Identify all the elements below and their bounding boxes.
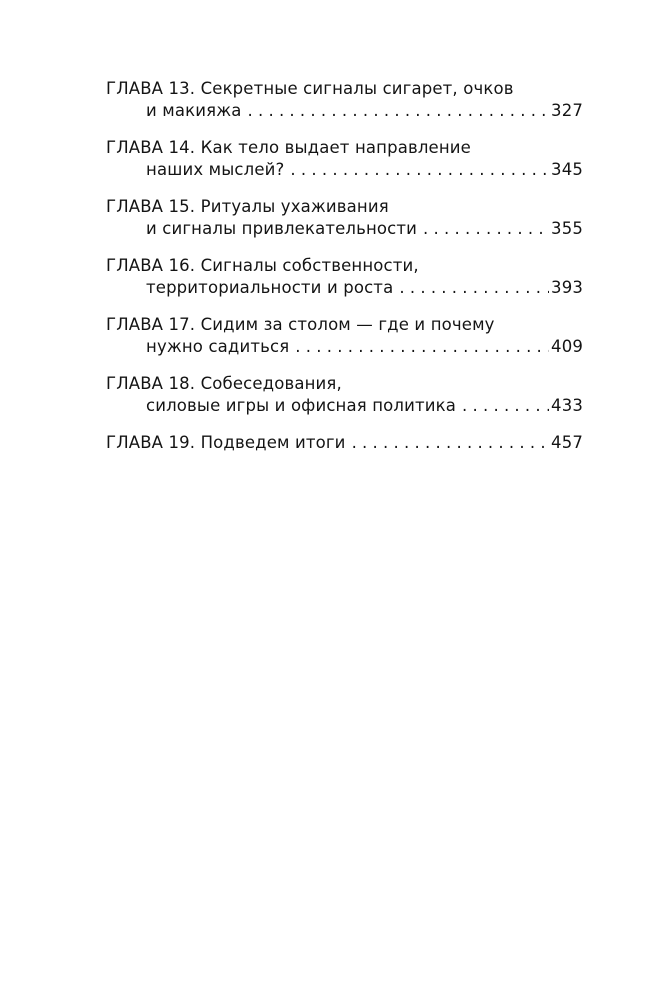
page-number: 409 <box>551 337 583 356</box>
toc-entry-chapter-16 <box>106 255 583 299</box>
toc-entry-chapter-13 <box>106 78 583 122</box>
chapter-title: ГЛАВА 19. Подведем итоги <box>106 433 346 452</box>
chapter-title: ГЛАВА 13. Секретные сигналы сигарет, очков <box>106 79 514 98</box>
chapter-title: ГЛАВА 14. Как тело выдает направление <box>106 138 471 157</box>
toc-entry-chapter-19 <box>106 432 583 454</box>
chapter-title-continuation <box>106 277 583 299</box>
chapter-title-continuation <box>106 336 583 358</box>
chapter-title-line2: наших мыслей? <box>146 160 285 179</box>
chapter-title-line2: силовые игры и офисная политика <box>146 396 456 415</box>
dot-leader <box>290 159 549 181</box>
chapter-title-line <box>106 432 583 454</box>
chapter-title-line2: нужно садиться <box>146 337 290 356</box>
chapter-title-line2: территориальности и роста <box>146 278 394 297</box>
page-number: 327 <box>551 101 583 120</box>
dot-leader <box>462 395 549 417</box>
chapter-title: ГЛАВА 16. Сигналы собственности, <box>106 256 419 275</box>
page-number: 393 <box>551 278 583 297</box>
chapter-title-line2: и сигналы привлекательности <box>146 219 418 238</box>
dot-leader <box>295 336 549 358</box>
chapter-title: ГЛАВА 15. Ритуалы ухаживания <box>106 197 389 216</box>
chapter-title: ГЛАВА 17. Сидим за столом — где и почему <box>106 315 495 334</box>
page-number: 433 <box>551 396 583 415</box>
table-of-contents <box>106 78 583 454</box>
toc-entry-chapter-14 <box>106 137 583 181</box>
chapter-title-continuation <box>106 218 583 240</box>
toc-entry-chapter-18 <box>106 373 583 417</box>
dot-leader <box>423 218 549 240</box>
page-number: 457 <box>551 433 583 452</box>
chapter-title-continuation <box>106 159 583 181</box>
toc-entry-chapter-15 <box>106 196 583 240</box>
page-number: 345 <box>551 160 583 179</box>
chapter-title: ГЛАВА 18. Собеседования, <box>106 374 342 393</box>
dot-leader <box>352 432 549 454</box>
dot-leader <box>399 277 549 299</box>
chapter-title-continuation <box>106 100 583 122</box>
chapter-title-line2: и макияжа <box>146 101 242 120</box>
chapter-title-continuation <box>106 395 583 417</box>
toc-entry-chapter-17 <box>106 314 583 358</box>
page-number: 355 <box>551 219 583 238</box>
dot-leader <box>247 100 549 122</box>
